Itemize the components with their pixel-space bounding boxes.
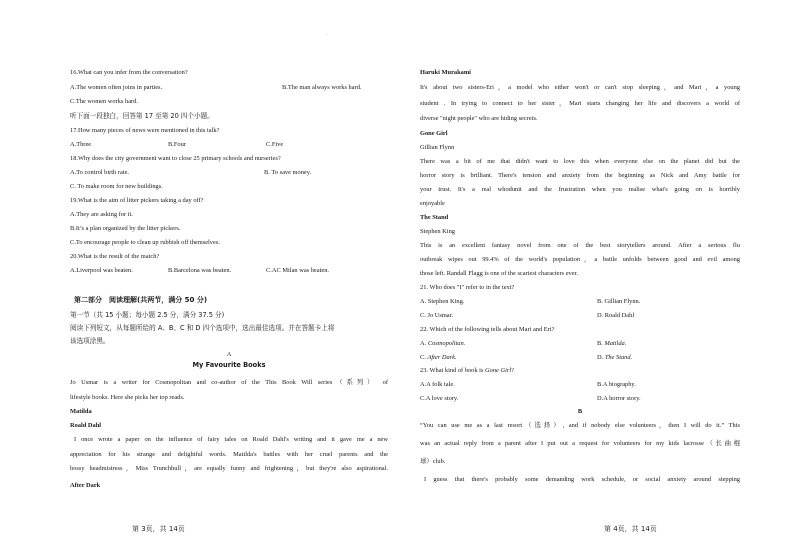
q16-option-c: C.The women works hard. (70, 98, 138, 105)
section-one-heading: 第一节（共 15 小题；每小题 2.5 分，满分 37.5 分) (70, 311, 225, 319)
matilda-paragraph-line3: bossy headmistress，Miss Trunchbull，are equally funny and frightening，but they're also aspirational. (70, 465, 388, 472)
q18-option-c: C. To make room for new buildings. (70, 183, 163, 190)
passage-b-line4: I guess that there's probably some demanding work schedule, or social anxiety around stepping (424, 476, 740, 483)
q22-option-b (597, 340, 626, 348)
part-two-heading: 第二部分 阅读理解(共两节，满分 50 分) (74, 296, 208, 304)
the-stand-paragraph-line1: This is an excellent fantasy novel from one of the best storytellers around. After a serious flu (420, 242, 740, 249)
the-stand-paragraph-line3: those left. Randall Flagg is one of the scariest characters ever. (420, 270, 578, 277)
passage-b-line1: “You can use me as a last resort（选择）, and if nobody else volunteers，then I will do it.” This (420, 422, 740, 429)
author-roald-dahl: Roald Dahl (70, 422, 102, 429)
gone-girl-paragraph-line4: enjoyable (420, 200, 445, 207)
page-footer-left: 第 3页，共 14页 (132, 525, 185, 533)
author-haruki-murakami: Haruki Murakami (420, 69, 471, 76)
q23-option-a: A.A folk tale. (420, 381, 455, 388)
book-title-matilda: Matilda (70, 408, 92, 415)
question-21: 21. Who does "I" refer to in the text? (420, 284, 515, 291)
q22-option-c-letter: C. (420, 354, 428, 361)
q20-option-c: C.AC Milan was beaten. (266, 267, 330, 274)
book-title-after-dark: After Dark (70, 482, 101, 489)
q23-option-c: C.A love story. (420, 395, 459, 402)
q17-option-c: C.Five (266, 141, 284, 148)
author-gillian-flynn: Gillian Flynn (420, 144, 455, 151)
question-22: 22. Which of the following tells about Mari and Eri? (420, 326, 555, 333)
q16-option-b: B.The man always works hard. (282, 84, 362, 91)
after-dark-paragraph-line2: student . In trying to connect to her sister，Mari starts changing her life and discovers a world of (420, 100, 740, 107)
q22-option-c (420, 354, 457, 362)
q21-option-d: D. Roald Dahl (597, 312, 635, 319)
q19-option-c: C.To encourage people to clean up rubbish off themselves. (70, 239, 220, 246)
q18-option-b: B. To save money. (264, 169, 312, 176)
q20-option-a: A.Liverpool was beaten. (70, 267, 133, 274)
q23-option-d: D.A horror story. (597, 395, 641, 402)
q22-option-d-text: The Stand. (604, 354, 633, 361)
gone-girl-paragraph-line3: your trust. It's a real whodunit and the frustration when you realise what's going on is horribly (420, 186, 740, 193)
question-18: 18.Why does the city government want to close 25 primary schools and nurseries? (70, 155, 281, 162)
after-dark-paragraph-line1: It's about two sisters-Eri，a model who either won't or can't stop sleeping，and Mari，a young (420, 84, 740, 91)
passage-a-letter: A (226, 351, 232, 358)
q17-option-a: A.Three (70, 141, 92, 148)
q18-option-a: A.To control birth rate. (70, 169, 130, 176)
question-20: 20.What is the result of the match? (70, 253, 160, 260)
reading-instruction-line2: 该选项涂黑。 (70, 337, 110, 345)
passage-b-letter: B (577, 408, 583, 415)
q23-option-b: B.A biography. (597, 381, 636, 388)
the-stand-paragraph-line2: outbreak wipes out 99.4% of the world's population，a battle unfolds between good and evil among (420, 256, 740, 263)
q23-book-title: Gone Girl (485, 367, 512, 374)
intro-line1: Jo Usmar is a writer for Cosmopolitan and co-author of the This Book Will series（系列） of (70, 379, 388, 386)
q22-option-c-text: After Dark. (427, 354, 457, 361)
q19-option-b: B.It’s a plan organized by the litter pickers. (70, 225, 181, 232)
q22-option-a (420, 340, 465, 348)
passage-b-line2: was an actual reply from a parent after I put out a request for volunteers for my kids lacrosse（长曲棍 (420, 440, 740, 447)
q23-text-start: 23. What kind of book is (420, 367, 486, 374)
passage-b-line3: 球）club. (420, 458, 446, 465)
question-16: 16.What can you infer from the conversation? (70, 69, 188, 76)
q22-option-d (597, 354, 632, 362)
question-19: 19.What is the aim of litter pickers taking a day off? (70, 197, 204, 204)
q22-option-a-text: Cosmopolitan. (427, 340, 466, 347)
gone-girl-paragraph-line1: There was a bit of me that didn't want to love this when everyone else on the planet did but the (420, 158, 740, 165)
q22-option-d-letter: D. (597, 354, 605, 361)
q20-option-b: B.Barcelona was beaten. (168, 267, 232, 274)
q21-option-a: A. Stephen King. (420, 298, 465, 305)
q22-option-a-letter: A. (420, 340, 428, 347)
listening-instruction: 听下面一段独白，回答第 17 至第 20 四个小题。 (70, 112, 214, 120)
after-dark-paragraph-line3: diverse "night people" who are hiding secrets. (420, 115, 538, 122)
book-title-gone-girl: Gone Girl (420, 130, 448, 137)
q19-option-a: A.They are asking for it. (70, 211, 133, 218)
top-dot-mark: · (326, 32, 328, 38)
matilda-paragraph-line2: appreciation for his strange and delightful words. Matilda's battles with her cruel parents and the (70, 451, 388, 458)
q17-option-b: B.Four (168, 141, 186, 148)
page-footer-right: 第 4页，共 14页 (604, 525, 657, 533)
q16-option-a: A.The women often joins in parties. (70, 84, 163, 91)
matilda-paragraph-line1: I once wrote a paper on the influence of fairy tales on Roald Dahl's writing and it gave me a new (74, 436, 388, 443)
passage-a-title: My Favourite Books (192, 361, 266, 369)
q22-option-b-letter: B. (597, 340, 605, 347)
q22-option-b-text: Matilda. (604, 340, 627, 347)
q21-option-c: C. Jo Usmar. (420, 312, 454, 319)
q23-text-end: ? (511, 367, 514, 374)
question-17: 17.How many pieces of news were mentioned in this talk? (70, 127, 220, 134)
question-23 (420, 367, 514, 375)
intro-line2: lifestyle books. Here she picks her top reads. (70, 394, 185, 401)
q21-option-b: B. Gillian Flynn. (597, 298, 641, 305)
book-title-the-stand: The Stand (420, 214, 449, 221)
gone-girl-paragraph-line2: horror story is brilliant. There's tension and anxiety from the beginning as Nick and Amy battle for (420, 172, 740, 179)
reading-instruction-line1: 阅读下列短文，从每题所给的 A、B、C 和 D 四个选项中，选出最佳选项。并在答题卡上将 (70, 324, 335, 332)
author-stephen-king: Stephen King (420, 228, 455, 235)
